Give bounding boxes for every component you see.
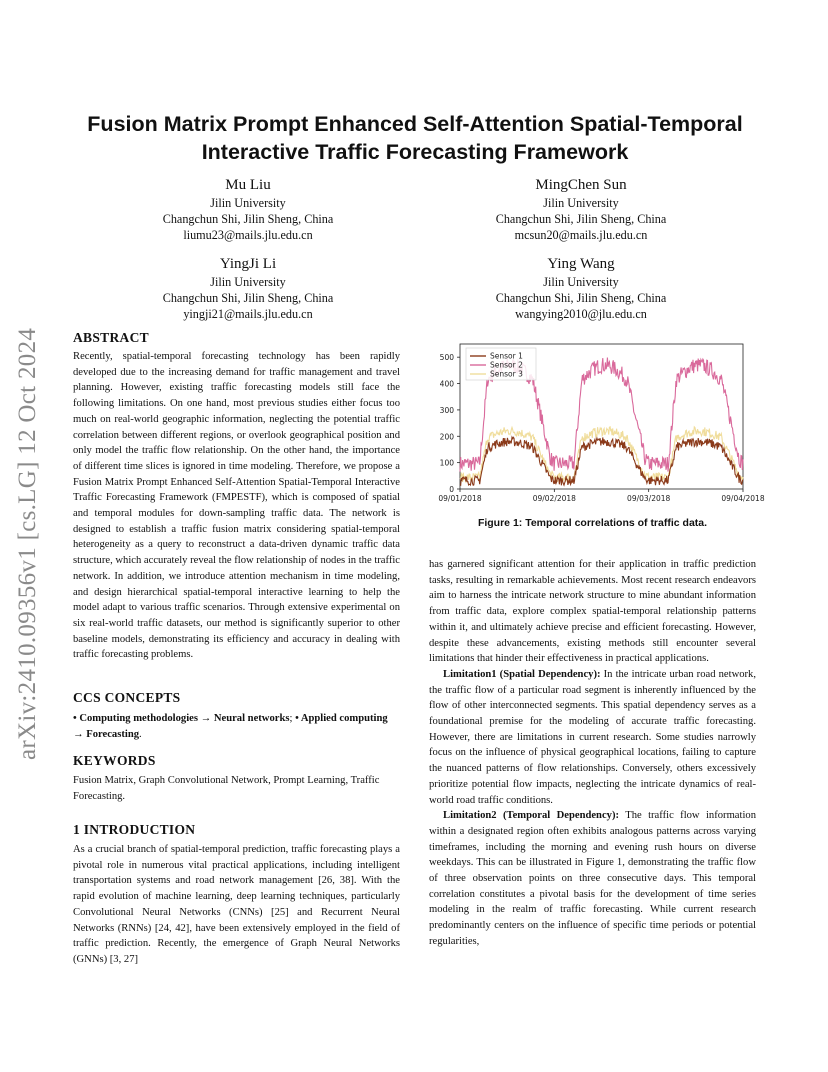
y-tick-label: 300 <box>439 405 454 415</box>
author-email: wangying2010@jlu.edu.cn <box>515 307 647 321</box>
author-affiliation: Jilin University <box>210 196 286 210</box>
intro-continued-text: has garnered significant attention for their application in traffic prediction tasks, resulting in remarkable achievements. Most recent research endeavors aim to harness the intricate network structure to mine abundant information from traffic data, explore complex spatial-temporal relationship patterns within it, and ultimately achieve precise and efficient forecasting. However, despite these advancements, existing methods still encounter several limitations that hinder their effectiveness in practical applications. <box>429 559 756 665</box>
ccs-heading: CCS CONCEPTS <box>73 690 181 705</box>
right-column-text <box>429 557 756 950</box>
y-tick-label: 200 <box>439 432 454 442</box>
keywords-text: Fusion Matrix, Graph Convolutional Network, Prompt Learning, Traffic Forecasting. <box>73 775 380 802</box>
paper-title <box>80 110 750 166</box>
author-affiliation: Jilin University <box>210 275 286 289</box>
author-location: Changchun Shi, Jilin Sheng, China <box>162 212 334 226</box>
series-line <box>460 437 743 485</box>
limitation1-label: Limitation1 (Spatial Dependency): <box>443 668 601 680</box>
limitation1-text: In the intricate urban road network, the traffic flow of a particular road segment is inherently influenced by the flow of other interconnected segments. This spatial dependency serves as a foundational premise for the modeling of accurate traffic forecasting. However, there are limitations in current research. Some studies narrowly focus on the influence of physical geographical locations, failing to capture the nuanced patterns of flow relationships. Conversely, others excessively prioritize potential flow impacts, neglecting the intricate dynamics of real-world road traffic conditions. <box>429 668 756 806</box>
traffic-chart <box>430 338 765 508</box>
limitation2-paragraph <box>429 808 756 949</box>
ccs-text <box>73 711 400 742</box>
author-name: MingChen Sun <box>535 177 627 193</box>
author-location: Changchun Shi, Jilin Sheng, China <box>162 291 334 305</box>
author-email: yingji21@mails.jlu.edu.cn <box>183 307 313 321</box>
author-name: Ying Wang <box>547 256 615 272</box>
limitation1-paragraph <box>429 667 756 808</box>
author-block <box>451 254 711 322</box>
legend-label: Sensor 3 <box>490 369 523 379</box>
figure-caption: Figure 1: Temporal correlations of traffic data. <box>477 517 708 529</box>
intro-heading: 1 INTRODUCTION <box>73 822 196 837</box>
ccs-separator: ; <box>289 713 296 724</box>
abstract-section <box>73 330 400 663</box>
limitation2-label: Limitation2 (Temporal Dependency): <box>443 810 620 822</box>
author-location: Changchun Shi, Jilin Sheng, China <box>495 212 667 226</box>
legend-label: Sensor 1 <box>490 351 523 361</box>
author-block <box>118 254 378 322</box>
title-line: Fusion Matrix Prompt Enhanced Self-Attention Spatial-Temporal <box>87 112 743 136</box>
intro-text: As a crucial branch of spatial-temporal prediction, traffic forecasting plays a pivotal role in numerous vital practical applications, including intelligent transportation systems and road network management [26, 38]. With the rapid evolution of machine learning, deep learning techniques, particularly Convolutional Neural Networks (CNNs) [25] and Recurrent Neural Networks (RNNs) [24, 42], have been extensively employed in the field of traffic prediction. Recently, the emergence of Graph Neural Networks (GNNs) [3, 27] <box>73 844 400 965</box>
x-tick-label: 09/02/2018 <box>532 494 576 503</box>
series-line <box>460 427 743 482</box>
arxiv-identifier: arXiv:2410.09356v1 [cs.LG] 12 Oct 2024 <box>14 327 41 760</box>
keywords-section <box>73 753 400 804</box>
y-tick-label: 500 <box>439 353 454 363</box>
author-email: liumu23@mails.jlu.edu.cn <box>183 228 313 242</box>
keywords-heading: KEYWORDS <box>73 753 156 768</box>
author-email: mcsun20@mails.jlu.edu.cn <box>514 228 648 242</box>
y-tick-label: 100 <box>439 458 454 468</box>
ccs-concept: • Applied computing → Forecasting <box>73 713 388 740</box>
abstract-text: Recently, spatial-temporal forecasting technology has been rapidly developed due to the increasing demand for traffic management and travel planning. However, existing traffic forecasting models still face the following limitations. On one hand, most previous studies either focus too much on real-world geographic information, neglecting the potential traffic correlation between different regions, or overlook geographical position and only model the traffic flow relationship. On the other hand, the importance of different time slices is ignored in time modeling. Therefore, we propose a Fusion Matrix Prompt Enhanced Self-Attention Spatial-Temporal Interactive Traffic Forecasting Framework (FMPESTF), which is composed of spatial and temporal modules for down-sampling traffic data. The network is designed to establish a traffic fusion matrix considering spatial-temporal heterogeneity as a query to reconstruct a data-driven dynamic traffic data structure, which accurately reveal the flow relationship of nodes in the traffic network. In addition, we introduce attention mechanism in time modeling, and design hierarchical spatial-temporal interactive learning to help the model adapt to various traffic scenarios. Through extensive experimental on six real-world traffic datasets, our method is significantly superior to other baseline models, demonstrating its efficiency and accuracy in dealing with traffic forecasting problems. <box>73 351 400 661</box>
abstract-heading: ABSTRACT <box>73 330 149 345</box>
ccs-concept: • Computing methodologies → Neural networks <box>73 713 290 724</box>
author-location: Changchun Shi, Jilin Sheng, China <box>495 291 667 305</box>
author-name: YingJi Li <box>219 256 277 272</box>
x-tick-label: 09/01/2018 <box>438 494 482 503</box>
x-tick-label: 09/04/2018 <box>721 494 765 503</box>
introduction-section <box>73 822 400 968</box>
legend-label: Sensor 2 <box>490 360 523 370</box>
author-block <box>118 175 378 243</box>
ccs-section <box>73 690 400 742</box>
title-line: Interactive Traffic Forecasting Framework <box>201 140 629 164</box>
author-name: Mu Liu <box>225 177 271 193</box>
author-block <box>451 175 711 243</box>
ccs-end: . <box>139 728 142 740</box>
limitation2-text: The traffic flow information within a designated region often exhibits analogous patterns across varying timeframes, including the morning and evening rush hours on diverse weekdays. This can be illustrated in Figure 1, demonstrating the traffic flow of three observation points on three consecutive days. This temporal correlation constitutes a pivotal basis for the development of time series modeling in the realm of traffic forecasting. While current research predominantly centers on the influence of specific time periods or potential regularities, <box>429 810 756 947</box>
author-affiliation: Jilin University <box>543 275 619 289</box>
y-tick-label: 0 <box>449 485 454 494</box>
author-affiliation: Jilin University <box>543 196 619 210</box>
y-tick-label: 400 <box>439 379 454 389</box>
x-tick-label: 09/03/2018 <box>627 494 671 503</box>
